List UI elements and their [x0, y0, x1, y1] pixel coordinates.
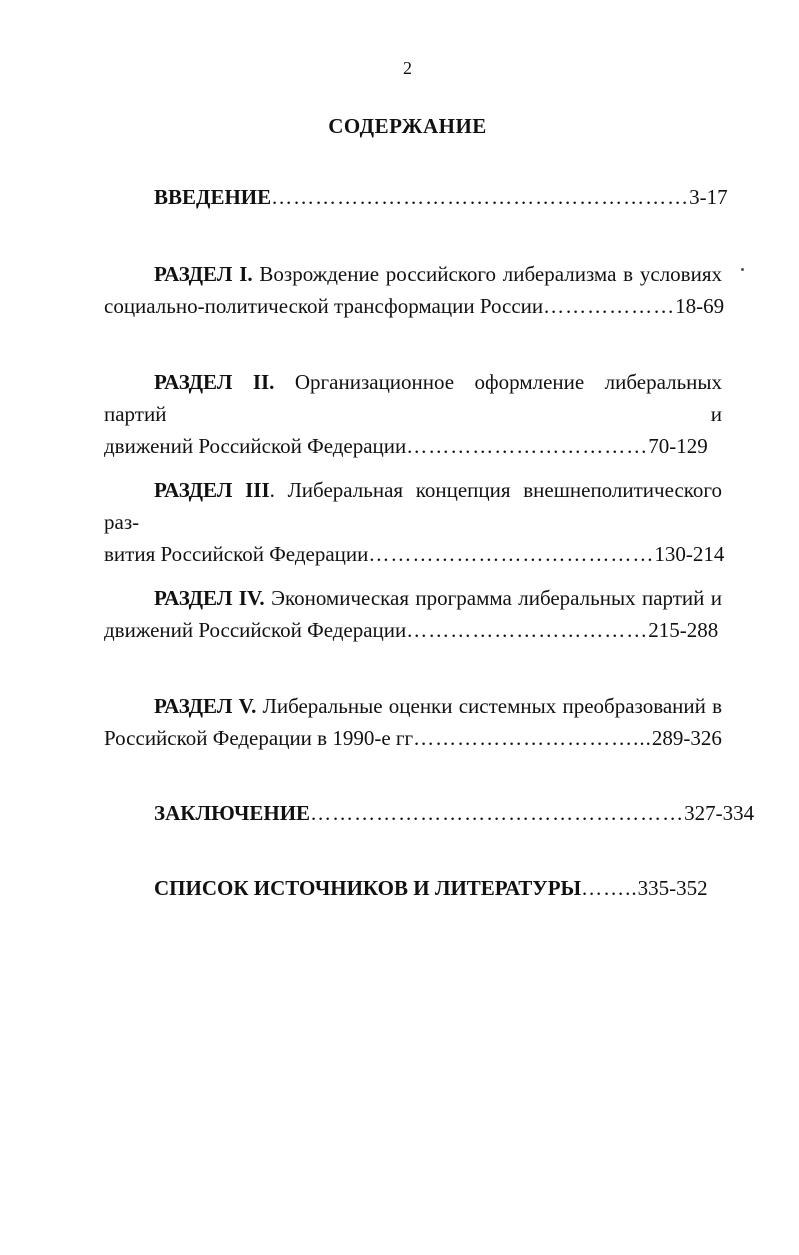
toc-leader-dots: …….. — [581, 876, 638, 900]
toc-entry-label: РАЗДЕЛ II. — [154, 370, 275, 394]
toc-page-range: 289-326 — [651, 726, 722, 750]
toc-entry-section-3[interactable] — [104, 474, 725, 570]
toc-entry-title-line1: Организационное оформление либеральных партий и — [104, 370, 722, 426]
toc-page-range: 70-129 — [648, 434, 708, 458]
toc-page-range: 215-288 — [648, 618, 719, 642]
toc-page-range: 335-352 — [637, 876, 708, 900]
toc-entry-title-line1: Возрождение российского либерализма в условиях — [259, 262, 722, 286]
toc-leader-dots: ………………………………………………… — [271, 185, 690, 209]
page-title: СОДЕРЖАНИЕ — [328, 114, 487, 138]
toc-page-range: 130-214 — [654, 542, 725, 566]
toc-entry-section-5[interactable] — [104, 690, 722, 754]
toc-entry-section-4[interactable] — [104, 582, 722, 646]
toc-leader-dots: …………………………… — [406, 434, 649, 458]
toc-page-range: 18-69 — [675, 294, 725, 318]
page-number: 2 — [403, 58, 412, 78]
toc-entry-title-line2: Российской Федерации в 1990-е гг — [104, 726, 414, 750]
toc-entry-introduction[interactable] — [104, 181, 728, 213]
toc-entry-title-line1: Экономическая программа либеральных партий и — [271, 586, 723, 610]
toc-leader-dots: ………………………………… — [368, 542, 655, 566]
toc-leader-dots: …………………………… — [406, 618, 649, 642]
toc-page-range: 3-17 — [689, 185, 728, 209]
toc-entry-label: ЗАКЛЮЧЕНИЕ — [154, 801, 311, 825]
toc-entry-label: СПИСОК ИСТОЧНИКОВ И ЛИТЕРАТУРЫ — [154, 876, 582, 900]
toc-entry-label: РАЗДЕЛ IV. — [154, 586, 265, 610]
toc-entry-section-1[interactable] — [104, 258, 725, 322]
toc-entry-label: РАЗДЕЛ III — [154, 478, 270, 502]
toc-leader-dots: …………………………………………… — [310, 801, 685, 825]
toc-entry-title-line2: движений Российской Федерации — [104, 618, 407, 642]
toc-entry-section-2[interactable] — [104, 366, 722, 462]
toc-page-range: 327-334 — [684, 801, 755, 825]
toc-entry-label: ВВЕДЕНИЕ — [154, 185, 272, 209]
toc-leader-dots: ……………… — [543, 294, 676, 318]
toc-entry-label: РАЗДЕЛ V. — [154, 694, 257, 718]
toc-entry-title-line1: . Либеральная концепция внешнеполитического раз- — [104, 478, 722, 534]
toc-entry-title-line1: Либеральные оценки системных преобразований в — [262, 694, 723, 718]
toc-entry-bibliography[interactable] — [104, 872, 722, 904]
scan-speck — [741, 268, 744, 271]
toc-entry-title-line2: социально-политической трансформации России — [104, 294, 544, 318]
toc-entry-conclusion[interactable] — [104, 797, 755, 829]
toc-entry-title-line2: вития Российской Федерации — [104, 542, 369, 566]
toc-leader-dots: …………………………... — [413, 726, 652, 750]
toc-entry-label: РАЗДЕЛ I. — [154, 262, 253, 286]
toc-entry-title-line2: движений Российской Федерации — [104, 434, 407, 458]
